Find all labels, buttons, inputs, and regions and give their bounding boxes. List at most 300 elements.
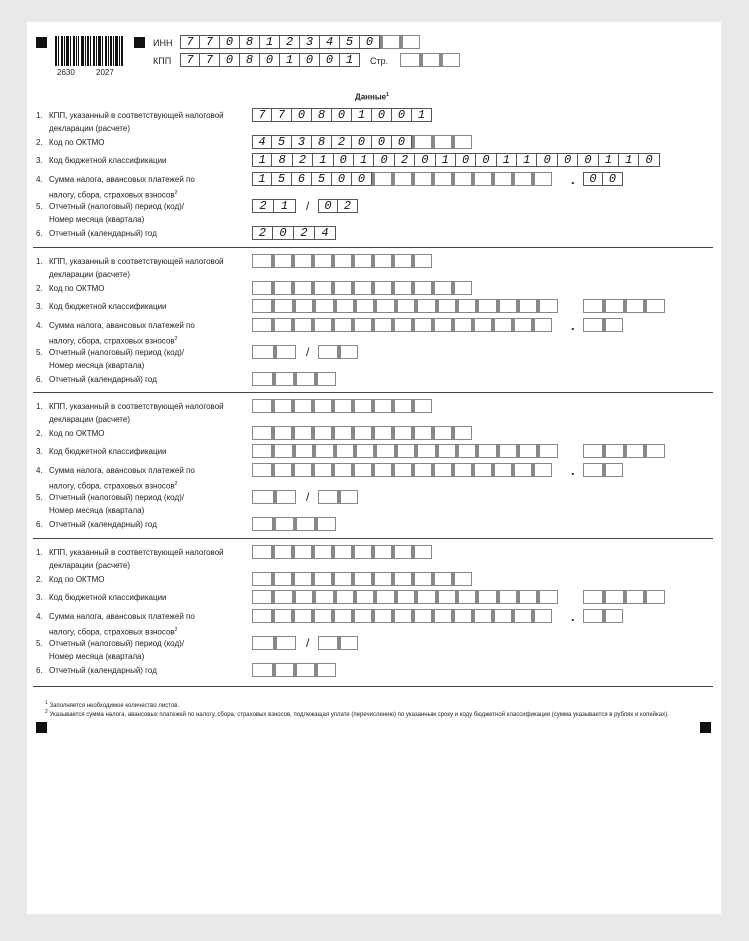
year-input[interactable] <box>252 517 336 531</box>
oktmo-input-cell <box>392 281 412 295</box>
kpp-input-cell <box>392 399 412 413</box>
row-number: 1. <box>36 257 43 266</box>
kbk-input-cell <box>252 299 272 313</box>
sum-integer-input-cell <box>472 463 492 477</box>
oktmo-input[interactable] <box>252 426 472 440</box>
kbk-input-cell <box>415 444 435 458</box>
kbk-input[interactable] <box>252 299 558 313</box>
page-number-field-cell <box>440 53 460 67</box>
sum-integer-input-cell <box>312 318 332 332</box>
kbk-input-cell <box>456 444 476 458</box>
year-input[interactable] <box>252 663 336 677</box>
kbk-input-cell <box>293 299 313 313</box>
sum-integer-input-cell <box>532 172 552 186</box>
kbk-input-cell <box>497 590 517 604</box>
period-code-input[interactable] <box>252 636 296 650</box>
row-number: 2. <box>36 429 43 438</box>
oktmo-input-cell: 8 <box>312 135 332 149</box>
kbk-input-cell <box>313 590 333 604</box>
kbk-input-cell: 0 <box>639 153 659 167</box>
sum-fraction-input-cell <box>603 463 623 477</box>
row-label-l1-text: КПП, указанный в соответствующей налоговой <box>49 257 224 266</box>
row-label-l2-text: Код по ОКТМО <box>49 575 105 584</box>
kpp-input-cell <box>392 254 412 268</box>
row-label-l1b-text: декларации (расчете) <box>49 124 130 133</box>
oktmo-input-cell: 5 <box>272 135 292 149</box>
sum-fraction-input-cell <box>583 609 603 623</box>
kbk-input-cell: 0 <box>374 153 394 167</box>
sum-integer-input-cell <box>332 463 352 477</box>
row-number: 4. <box>36 466 43 475</box>
kbk-input-cell <box>313 299 333 313</box>
row-number: 1. <box>36 402 43 411</box>
oktmo-input-cell <box>372 572 392 586</box>
oktmo-input-cell <box>432 572 452 586</box>
sum-integer-input-cell <box>352 463 372 477</box>
inn-field-cell: 3 <box>300 35 320 49</box>
sum-integer-input-cell <box>272 609 292 623</box>
sum-fraction-input[interactable] <box>583 609 623 623</box>
sum-integer-input-cell <box>412 318 432 332</box>
period-month-input-cell <box>338 636 358 650</box>
sum-integer-input-cell <box>332 609 352 623</box>
sum-fraction-input-cell: 0 <box>603 172 623 186</box>
row-label-l5b <box>49 652 144 662</box>
period-separator: / <box>306 199 310 213</box>
decimal-point: . <box>571 463 575 478</box>
kpp-field-cell: 0 <box>320 53 340 67</box>
kbk-input-cell <box>436 444 456 458</box>
period-month-input[interactable] <box>318 199 358 213</box>
kbk-input-cell: 0 <box>415 153 435 167</box>
year-input-cell <box>273 372 294 386</box>
period-month-input-cell <box>318 636 338 650</box>
kbk-input-cell <box>334 444 354 458</box>
row-label-l1-text: КПП, указанный в соответствующей налоговой <box>49 111 224 120</box>
kpp-input-cell <box>332 545 352 559</box>
sum-integer-input-cell <box>252 318 272 332</box>
kpp-input[interactable] <box>252 399 432 413</box>
row-number: 6. <box>36 520 43 529</box>
kbk-input-cell: 0 <box>578 153 598 167</box>
period-month-input-cell <box>318 345 338 359</box>
kbk-input-tail-cell <box>644 590 664 604</box>
row-label-l3 <box>49 156 167 166</box>
oktmo-input-cell: 0 <box>392 135 412 149</box>
period-code-input[interactable] <box>252 199 296 213</box>
sum-integer-input-cell <box>252 463 272 477</box>
period-month-input-cell: 0 <box>318 199 338 213</box>
sum-integer-input-cell <box>492 172 512 186</box>
kbk-input-cell <box>252 590 272 604</box>
kbk-input-cell: 2 <box>293 153 313 167</box>
oktmo-input-cell <box>332 572 352 586</box>
registration-mark-bottom-right <box>700 722 711 733</box>
sum-integer-input-cell <box>392 609 412 623</box>
kbk-input-cell <box>436 299 456 313</box>
oktmo-input[interactable] <box>252 572 472 586</box>
sum-integer-input-cell <box>272 318 292 332</box>
period-month-input-cell <box>338 490 358 504</box>
sum-integer-input-cell: 0 <box>332 172 352 186</box>
sum-integer-input-cell <box>492 609 512 623</box>
kpp-input-cell <box>392 545 412 559</box>
sum-integer-input-cell <box>492 463 512 477</box>
kpp-input-cell <box>372 254 392 268</box>
block-divider <box>33 392 713 393</box>
kbk-input-cell <box>354 444 374 458</box>
row-label-l4b <box>49 188 177 201</box>
row-label-l5b-text: Номер месяца (квартала) <box>49 506 145 515</box>
kbk-input-cell <box>517 299 537 313</box>
kbk-input-tail[interactable] <box>583 299 665 313</box>
kbk-input[interactable] <box>252 444 558 458</box>
kpp-input[interactable] <box>252 108 432 122</box>
kbk-input-cell <box>395 299 415 313</box>
row-label-l3-text: Код бюджетной классификации <box>49 302 167 311</box>
kbk-input-cell: 0 <box>334 153 354 167</box>
kbk-input-cell <box>354 299 374 313</box>
kbk-input-tail-cell <box>583 299 603 313</box>
kpp-input-cell: 7 <box>252 108 272 122</box>
row-number: 3. <box>36 302 43 311</box>
row-number: 1. <box>36 548 43 557</box>
kpp-input-cell <box>352 399 372 413</box>
kpp-field[interactable] <box>180 53 360 67</box>
inn-field-cell: 0 <box>220 35 240 49</box>
kbk-input-cell <box>252 444 272 458</box>
oktmo-input-cell: 0 <box>372 135 392 149</box>
oktmo-input-cell <box>292 426 312 440</box>
year-input-cell <box>315 372 336 386</box>
sum-integer-input-cell: 1 <box>252 172 272 186</box>
row-label-l4-text: Сумма налога, авансовых платежей по <box>49 612 195 621</box>
period-code-input-cell <box>274 490 296 504</box>
kpp-field-cell: 1 <box>340 53 360 67</box>
kbk-input-cell <box>334 590 354 604</box>
row-label-l4-text: Сумма налога, авансовых платежей по <box>49 466 195 475</box>
row-number: 3. <box>36 156 43 165</box>
oktmo-input-cell <box>392 426 412 440</box>
period-month-input-cell <box>338 345 358 359</box>
kpp-input[interactable] <box>252 254 432 268</box>
period-month-input[interactable] <box>318 345 358 359</box>
sum-integer-input-cell <box>372 172 392 186</box>
sum-integer-input-cell <box>252 609 272 623</box>
sum-integer-input-cell <box>292 609 312 623</box>
kpp-field-cell: 7 <box>180 53 200 67</box>
sum-fraction-input[interactable] <box>583 463 623 477</box>
kbk-input-cell <box>537 590 557 604</box>
sum-integer-input-cell <box>452 463 472 477</box>
kbk-input-cell <box>436 590 456 604</box>
sum-fraction-input-cell <box>583 463 603 477</box>
row-label-l6-text: Отчетный (календарный) год <box>49 666 157 675</box>
sum-integer-input-cell <box>372 463 392 477</box>
sum-fraction-input[interactable] <box>583 318 623 332</box>
sum-integer-input-cell <box>452 172 472 186</box>
kbk-input[interactable] <box>252 153 660 167</box>
oktmo-input-cell <box>412 135 432 149</box>
kbk-input-tail-cell <box>624 299 644 313</box>
sum-integer-input-cell <box>352 609 372 623</box>
kpp-input-cell <box>332 399 352 413</box>
inn-field-cell <box>380 35 400 49</box>
kbk-input-cell: 1 <box>599 153 619 167</box>
period-month-input[interactable] <box>318 636 358 650</box>
row-label-l4-text: Сумма налога, авансовых платежей по <box>49 321 195 330</box>
section-title-text: Данные <box>355 92 387 102</box>
kbk-input-tail-cell <box>603 444 623 458</box>
sum-integer-input-cell <box>472 172 492 186</box>
kbk-input[interactable] <box>252 590 558 604</box>
row-label-l5b <box>49 215 144 225</box>
year-input-cell <box>252 663 273 677</box>
kbk-input-tail-cell <box>603 590 623 604</box>
kpp-input-cell <box>352 545 372 559</box>
row-label-l4 <box>49 612 195 622</box>
sum-integer-input-cell <box>452 318 472 332</box>
oktmo-input-cell: 0 <box>352 135 372 149</box>
registration-mark-bottom-left <box>36 722 47 733</box>
period-separator: / <box>306 345 310 359</box>
kpp-input-cell <box>312 254 332 268</box>
sum-integer-input-cell <box>312 609 332 623</box>
block-divider <box>33 247 713 248</box>
sum-integer-input-cell <box>512 318 532 332</box>
kbk-input-cell <box>374 444 394 458</box>
block-divider <box>33 538 713 539</box>
footnote-1 <box>45 700 179 709</box>
row-number: 1. <box>36 111 43 120</box>
oktmo-input-cell <box>412 572 432 586</box>
row-label-l4 <box>49 175 195 185</box>
period-code-input-cell: 2 <box>252 199 274 213</box>
row-label-l4b <box>49 334 177 347</box>
inn-field-cell: 1 <box>260 35 280 49</box>
oktmo-input-cell <box>432 281 452 295</box>
kbk-input-tail-cell <box>603 299 623 313</box>
row-label-l5-text: Отчетный (налоговый) период (код)/ <box>49 348 184 357</box>
kpp-field-cell: 8 <box>240 53 260 67</box>
kpp-input-cell <box>272 254 292 268</box>
sum-integer-input-cell <box>352 318 372 332</box>
kpp-input-cell <box>412 399 432 413</box>
sum-integer-input[interactable] <box>252 318 552 332</box>
oktmo-input-cell: 4 <box>252 135 272 149</box>
sum-integer-input-cell <box>392 172 412 186</box>
period-code-input[interactable] <box>252 345 296 359</box>
row-label-l1-text: КПП, указанный в соответствующей налоговой <box>49 548 224 557</box>
sum-integer-input-cell <box>412 172 432 186</box>
kbk-input-cell <box>415 590 435 604</box>
period-code-input-cell <box>274 345 296 359</box>
oktmo-input-cell <box>352 572 372 586</box>
oktmo-input-cell: 2 <box>332 135 352 149</box>
kbk-input-cell <box>272 299 292 313</box>
kpp-field-cell: 1 <box>280 53 300 67</box>
sum-fraction-input[interactable] <box>583 172 623 186</box>
sum-integer-input-cell <box>472 318 492 332</box>
sum-integer-input-cell <box>372 318 392 332</box>
kbk-input-tail[interactable] <box>583 590 665 604</box>
row-number: 4. <box>36 612 43 621</box>
row-label-l3-text: Код бюджетной классификации <box>49 156 167 165</box>
kbk-input-cell: 1 <box>436 153 456 167</box>
kpp-input-cell: 0 <box>372 108 392 122</box>
kpp-input-cell: 7 <box>272 108 292 122</box>
kpp-input[interactable] <box>252 545 432 559</box>
row-number: 6. <box>36 375 43 384</box>
kbk-input-cell <box>395 444 415 458</box>
kbk-input-cell: 2 <box>395 153 415 167</box>
row-label-l1 <box>49 548 224 558</box>
row-label-l5-text: Отчетный (налоговый) период (код)/ <box>49 202 184 211</box>
kpp-input-cell <box>412 545 432 559</box>
kpp-input-cell: 1 <box>412 108 432 122</box>
oktmo-input-cell <box>452 281 472 295</box>
oktmo-input-cell <box>292 572 312 586</box>
kbk-input-cell: 1 <box>252 153 272 167</box>
section-title-footnote-ref: 1 <box>386 92 389 98</box>
row-label-l5 <box>49 493 184 503</box>
sum-fraction-input-cell <box>583 318 603 332</box>
row-label-l2 <box>49 575 104 585</box>
sum-integer-input[interactable] <box>252 463 552 477</box>
footer-divider <box>33 686 713 687</box>
oktmo-input-cell <box>412 426 432 440</box>
row-number: 4. <box>36 321 43 330</box>
inn-field-cell: 4 <box>320 35 340 49</box>
kpp-input-cell <box>272 399 292 413</box>
row-label-l4b-footnote-ref: 2 <box>174 481 178 487</box>
oktmo-input-cell <box>272 281 292 295</box>
year-input-cell <box>294 517 315 531</box>
row-number: 5. <box>36 639 43 648</box>
oktmo-input-cell <box>392 572 412 586</box>
kbk-input-cell <box>272 444 292 458</box>
oktmo-input[interactable] <box>252 135 472 149</box>
page-number-field-cell <box>400 53 420 67</box>
period-code-input[interactable] <box>252 490 296 504</box>
oktmo-input-cell <box>372 281 392 295</box>
year-input[interactable] <box>252 372 336 386</box>
row-label-l5b-text: Номер месяца (квартала) <box>49 361 145 370</box>
row-number: 5. <box>36 493 43 502</box>
period-month-input[interactable] <box>318 490 358 504</box>
oktmo-input-cell <box>312 426 332 440</box>
kbk-input-tail-cell <box>644 444 664 458</box>
kbk-input-cell <box>374 299 394 313</box>
row-label-l5 <box>49 348 184 358</box>
kbk-input-cell: 0 <box>456 153 476 167</box>
year-input[interactable] <box>252 226 336 240</box>
row-label-l6 <box>49 375 157 385</box>
sum-integer-input-cell: 5 <box>312 172 332 186</box>
sum-integer-input-cell <box>452 609 472 623</box>
page-number-field[interactable] <box>400 53 460 67</box>
kbk-input-cell <box>476 590 496 604</box>
row-label-l6 <box>49 666 157 676</box>
kbk-input-cell <box>497 299 517 313</box>
kpp-input-cell <box>372 399 392 413</box>
row-number: 5. <box>36 348 43 357</box>
barcode-number-left: 2630 <box>57 68 75 77</box>
decimal-point: . <box>571 609 575 624</box>
row-label-l1b <box>49 270 130 280</box>
kbk-input-tail[interactable] <box>583 444 665 458</box>
kbk-input-cell <box>517 444 537 458</box>
row-label-l4b <box>49 479 177 492</box>
oktmo-input-cell <box>452 135 472 149</box>
sum-integer-input-cell <box>532 609 552 623</box>
sum-integer-input-cell <box>412 609 432 623</box>
registration-mark-top-mid <box>134 37 145 48</box>
kpp-input-cell <box>272 545 292 559</box>
period-month-input-cell <box>318 490 338 504</box>
sum-integer-input[interactable] <box>252 172 552 186</box>
oktmo-input[interactable] <box>252 281 472 295</box>
kbk-input-cell <box>517 590 537 604</box>
row-label-l2 <box>49 138 104 148</box>
oktmo-input-cell <box>272 426 292 440</box>
kbk-input-cell: 1 <box>517 153 537 167</box>
kpp-input-cell <box>292 254 312 268</box>
sum-integer-input-cell <box>512 609 532 623</box>
row-label-l1-text: КПП, указанный в соответствующей налоговой <box>49 402 224 411</box>
row-label-l1 <box>49 257 224 267</box>
kbk-input-cell <box>354 590 374 604</box>
section-title <box>355 92 389 102</box>
footnote-1-ref: 1 <box>45 700 48 706</box>
kpp-input-cell <box>292 545 312 559</box>
sum-integer-input-cell <box>392 463 412 477</box>
kpp-input-cell <box>372 545 392 559</box>
footnote-2 <box>45 709 669 718</box>
inn-field[interactable] <box>180 35 420 49</box>
oktmo-input-cell <box>252 281 272 295</box>
sum-integer-input-cell <box>332 318 352 332</box>
sum-integer-input-cell <box>412 463 432 477</box>
row-label-l6 <box>49 520 157 530</box>
kbk-input-cell <box>476 444 496 458</box>
kbk-input-tail-cell <box>624 590 644 604</box>
sum-fraction-input-cell: 0 <box>583 172 603 186</box>
sum-integer-input[interactable] <box>252 609 552 623</box>
row-label-l6-text: Отчетный (календарный) год <box>49 229 157 238</box>
kpp-input-cell <box>412 254 432 268</box>
year-input-cell: 4 <box>315 226 336 240</box>
oktmo-input-cell <box>292 281 312 295</box>
sum-integer-input-cell <box>492 318 512 332</box>
kbk-input-cell <box>476 299 496 313</box>
row-label-l4b-text: налогу, сбора, страховых взносов <box>49 627 175 637</box>
kbk-input-cell <box>537 444 557 458</box>
row-label-l2 <box>49 429 104 439</box>
kpp-input-cell: 0 <box>332 108 352 122</box>
row-label-l5-text: Отчетный (налоговый) период (код)/ <box>49 639 184 648</box>
decimal-point: . <box>571 172 575 187</box>
oktmo-input-cell <box>452 572 472 586</box>
row-label-l5b <box>49 361 144 371</box>
period-code-input-cell: 1 <box>274 199 296 213</box>
row-number: 3. <box>36 447 43 456</box>
kbk-input-cell: 1 <box>619 153 639 167</box>
sum-fraction-input-cell <box>603 609 623 623</box>
kpp-field-cell: 0 <box>260 53 280 67</box>
row-label-l6-text: Отчетный (календарный) год <box>49 375 157 384</box>
inn-field-cell: 2 <box>280 35 300 49</box>
